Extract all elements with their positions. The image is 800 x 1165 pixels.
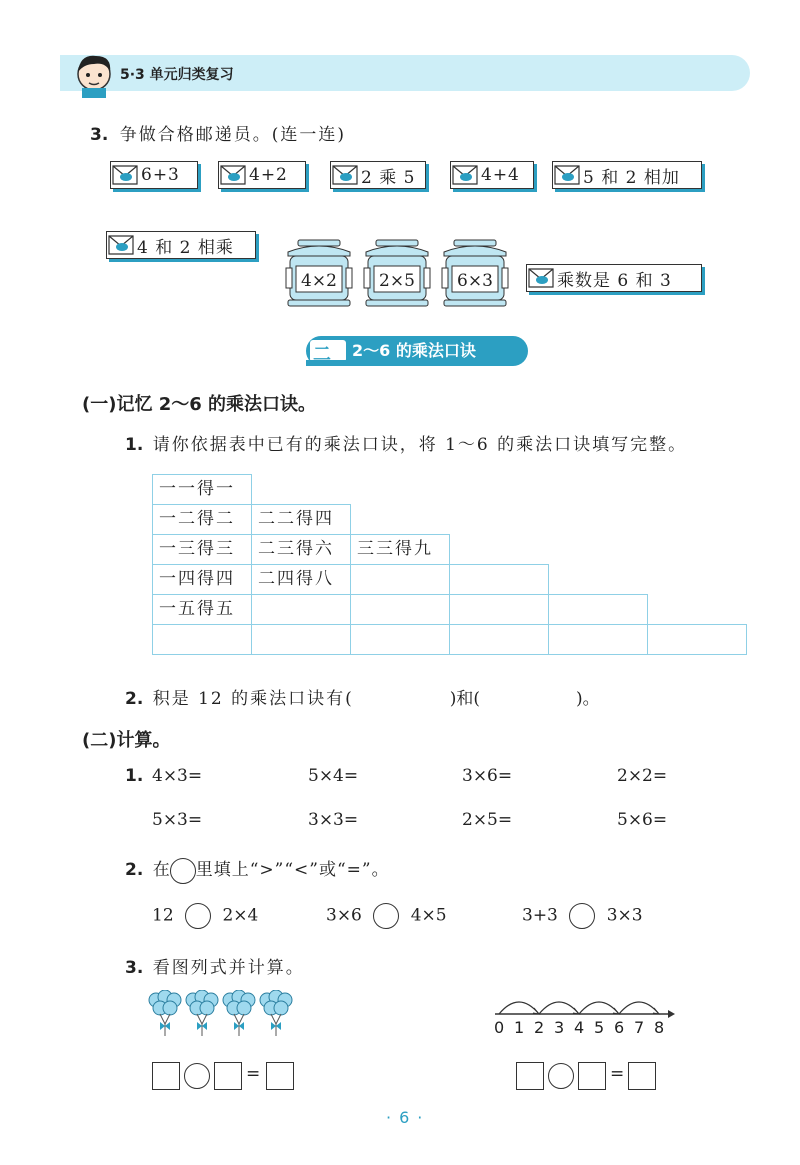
part1-q1: [125, 430, 687, 455]
question-number: 3.: [90, 125, 109, 145]
question-number: 3.: [125, 958, 144, 978]
table-cell[interactable]: [251, 594, 351, 625]
table-cell: 二三得六: [251, 534, 351, 565]
envelope-icon: [219, 162, 249, 188]
envelope-label: 6+3: [141, 165, 180, 185]
number-line-tick-label: 3: [554, 1018, 565, 1037]
envelope-label: 4 和 2 相乘: [137, 237, 234, 258]
table-cell[interactable]: [449, 594, 549, 625]
q2-text-a: 积是 12 的乘法口诀有(: [152, 689, 354, 709]
table-cell: 一一得一: [152, 474, 252, 505]
table-cell[interactable]: [449, 564, 549, 595]
number-line-tick-label: 5: [594, 1018, 605, 1037]
table-cell[interactable]: [647, 624, 747, 655]
question-number: 2.: [125, 860, 144, 880]
compare-left: 12: [152, 905, 174, 926]
part2-heading: (二)计算。: [82, 730, 171, 751]
envelope-icon: [451, 162, 481, 188]
number-line-tick-label: 2: [534, 1018, 545, 1037]
envelope-label: 乘数是 6 和 3: [557, 270, 672, 291]
table-cell[interactable]: [548, 624, 648, 655]
table-cell[interactable]: [152, 624, 252, 655]
table-cell: 二二得四: [251, 504, 351, 535]
table-cell: 一三得三: [152, 534, 252, 565]
answer-box[interactable]: [214, 1062, 242, 1090]
number-line-tick-label: 1: [514, 1018, 525, 1037]
page-number-value: 6: [399, 1108, 418, 1127]
envelope-card[interactable]: [110, 161, 198, 189]
question-text: 争做合格邮递员。(连一连): [119, 125, 346, 145]
calc-item: 5×6=: [617, 810, 668, 830]
envelope-card[interactable]: [552, 161, 702, 189]
balloon-bunches-icon: [148, 990, 298, 1038]
compare-right: 3×3: [606, 905, 643, 926]
calc-item: 5×4=: [308, 766, 359, 786]
part1-q2: [125, 684, 600, 709]
mailbox-label: 4×2: [301, 271, 337, 291]
compare-left: 3×6: [326, 905, 362, 926]
number-line-tick-label: 8: [654, 1018, 665, 1037]
boy-mascot-icon: [72, 50, 116, 98]
table-cell[interactable]: [251, 624, 351, 655]
equals-sign: =: [246, 1064, 261, 1084]
question-text: 看图列式并计算。: [152, 958, 305, 978]
q-text-b: 里填上“>”“<”或“=”。: [195, 860, 390, 880]
question-3-line: [90, 120, 346, 145]
table-cell[interactable]: [548, 594, 648, 625]
number-line-tick-label: 4: [574, 1018, 585, 1037]
envelope-card[interactable]: [450, 161, 534, 189]
answer-box[interactable]: [152, 1062, 180, 1090]
compare-item: [522, 903, 643, 929]
table-cell: 一五得五: [152, 594, 252, 625]
envelope-label: 4+4: [481, 165, 520, 185]
compare-right: 4×5: [410, 905, 447, 926]
envelope-icon: [107, 232, 137, 258]
envelope-label: 5 和 2 相加: [583, 167, 680, 188]
table-cell: 一二得二: [152, 504, 252, 535]
q-text-a: 在: [152, 860, 170, 880]
section-number: 二: [313, 344, 331, 365]
envelope-icon: [553, 162, 583, 188]
envelope-label: 2 乘 5: [361, 167, 416, 188]
operator-circle[interactable]: [548, 1063, 574, 1089]
number-line-tick-label: 6: [614, 1018, 625, 1037]
compare-left: 3+3: [522, 905, 558, 926]
header-title: 5·3 单元归类复习: [120, 67, 234, 83]
envelope-icon: [527, 265, 557, 291]
answer-box[interactable]: [578, 1062, 606, 1090]
q2-text-c: )。: [576, 689, 600, 709]
compare-circle[interactable]: [569, 903, 595, 929]
compare-circle: [170, 858, 196, 884]
question-number: 1.: [125, 435, 144, 455]
table-cell: 三三得九: [350, 534, 450, 565]
equals-sign: =: [610, 1064, 625, 1084]
calc-item: 5×3=: [152, 810, 203, 830]
number-line: [490, 990, 675, 1020]
calc-item: 4×3=: [152, 766, 203, 786]
table-cell[interactable]: [350, 594, 450, 625]
envelope-card[interactable]: [330, 161, 426, 189]
question-number: 2.: [125, 689, 144, 709]
envelope-icon: [111, 162, 141, 188]
answer-box[interactable]: [628, 1062, 656, 1090]
calc-item: 2×5=: [462, 810, 513, 830]
q2-text-b: )和(: [449, 689, 481, 709]
operator-circle[interactable]: [184, 1063, 210, 1089]
table-cell: 二四得八: [251, 564, 351, 595]
table-cell[interactable]: [449, 624, 549, 655]
envelope-icon: [331, 162, 361, 188]
calc-item: 2×2=: [617, 766, 668, 786]
compare-item: [152, 903, 258, 929]
part2-q3: [125, 953, 305, 978]
part1-heading: (一)记忆 2～6 的乘法口诀。: [82, 394, 317, 415]
mailbox-label: 6×3: [457, 271, 493, 291]
mailbox-label: 2×5: [379, 271, 415, 291]
calc-item: 3×3=: [308, 810, 359, 830]
answer-box[interactable]: [516, 1062, 544, 1090]
table-cell[interactable]: [350, 564, 450, 595]
page-number: ·6·: [386, 1108, 431, 1127]
part2-q2: [125, 855, 390, 884]
compare-item: [326, 903, 447, 929]
compare-right: 2×4: [222, 905, 259, 926]
calc-item: 3×6=: [462, 766, 513, 786]
answer-box[interactable]: [266, 1062, 294, 1090]
envelope-card[interactable]: [218, 161, 306, 189]
number-line-tick-label: 0: [494, 1018, 505, 1037]
section-title: 2～6 的乘法口诀: [352, 341, 476, 360]
envelope-label: 4+2: [249, 165, 288, 185]
envelope-card[interactable]: [106, 231, 256, 259]
compare-circle[interactable]: [185, 903, 211, 929]
envelope-card[interactable]: [526, 264, 702, 292]
question-number: 1.: [125, 766, 144, 786]
number-line-tick-label: 7: [634, 1018, 645, 1037]
table-cell[interactable]: [350, 624, 450, 655]
compare-circle[interactable]: [373, 903, 399, 929]
table-cell: 一四得四: [152, 564, 252, 595]
question-text: 请你依据表中已有的乘法口诀，将 1～6 的乘法口诀填写完整。: [152, 435, 688, 455]
